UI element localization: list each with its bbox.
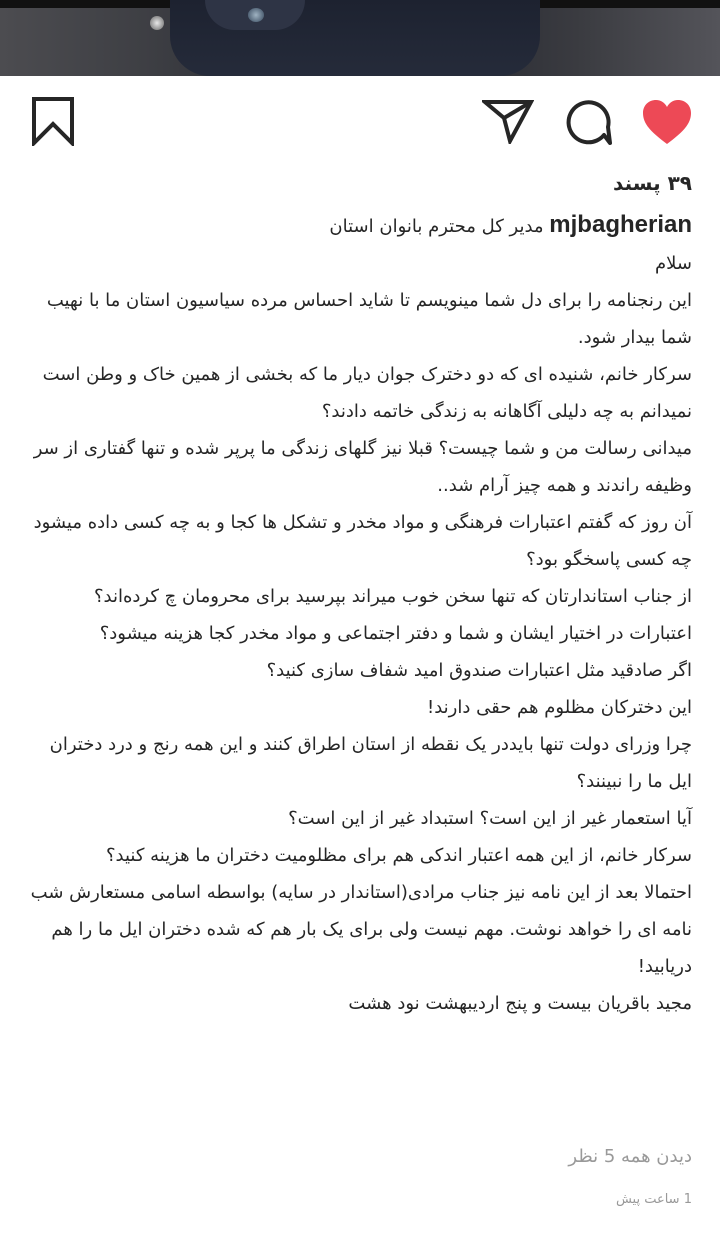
caption-paragraph: آیا استعمار غیر از این است؟ استبداد غیر از این است؟ (288, 808, 692, 829)
caption-paragraph: مجید باقریان بیست و پنج اردیبهشت نود هشت (348, 993, 692, 1014)
post-timestamp: 1 ساعت پیش (615, 1192, 692, 1207)
caption-paragraph: احتمالا بعد از این نامه نیز جناب مرادی(استاندار در سایه) بواسطه اسامی مستعارش شب نامه ای را خواهد نوشت. مهم نیست ولی برای یک بار هم که شده دختران ایل ما را هم دریابید! (30, 882, 692, 977)
caption-paragraph: از جناب استاندارتان که تنها سخن خوب میراند بپرسید برای محرومان چ کرده‌اند؟ (93, 586, 692, 607)
username[interactable]: mjbagherian (549, 211, 692, 238)
caption-headline (26, 206, 692, 245)
comment-icon[interactable] (564, 98, 612, 146)
post-photo[interactable] (0, 0, 720, 76)
heart-icon[interactable] (641, 98, 693, 146)
send-icon[interactable] (482, 98, 534, 144)
caption-paragraph: سرکار خانم، شنیده ای که دو دخترک جوان دیار ما که بخشی از همین خاک و وطن است نمیدانم به چه دلیلی آگاهانه به زندگی خاتمه دادند؟ (42, 364, 692, 422)
caption-intro: مدیر کل محترم بانوان استان (329, 216, 544, 237)
caption-paragraph: میدانی رسالت من و شما چیست؟ قبلا نیز گلهای زندگی ما پرپر شده و تنها گفتاری از سر وظیفه راندند و همه چیز آرام شد.. (33, 438, 692, 496)
caption-paragraph: این دخترکان مظلوم هم حقی دارند! (427, 697, 692, 718)
caption-paragraph: سلام (655, 253, 692, 274)
caption-paragraph: اعتبارات در اختیار ایشان و شما و دفتر اجتماعی و مواد مخدر کجا هزینه میشود؟ (99, 623, 692, 644)
caption-paragraph: آن روز که گفتم اعتبارات فرهنگی و مواد مخدر و تشکل ها کجا و به چه کسی داده میشود چه کسی پاسخگو بود؟ (33, 512, 692, 570)
view-all-comments-link[interactable]: دیدن همه 5 نظر (568, 1146, 692, 1167)
caption-paragraph: چرا وزرای دولت تنها بایددر یک نقطه از استان اطراق کنند و این همه رنج و درد دختران ایل ما را نبینند؟ (49, 734, 692, 792)
caption-paragraph: اگر صادقید مثل اعتبارات صندوق امید شفاف سازی کنید؟ (266, 660, 692, 681)
caption-paragraph: سرکار خانم، از این همه اعتبار اندکی هم برای مظلومیت دختران ما هزینه کنید؟ (105, 845, 692, 866)
photo-button (150, 16, 164, 30)
likes-count[interactable]: ۳۹ پسند (613, 171, 692, 195)
caption-paragraph: این رنجنامه را برای دل شما مینویسم تا شاید احساس مرده سیاسیون استان ما با نهیب شما بیدار شود. (46, 290, 692, 348)
bookmark-icon[interactable] (30, 96, 76, 146)
photo-ring (248, 8, 264, 22)
post-action-bar (0, 76, 720, 166)
post-caption (26, 206, 692, 1022)
